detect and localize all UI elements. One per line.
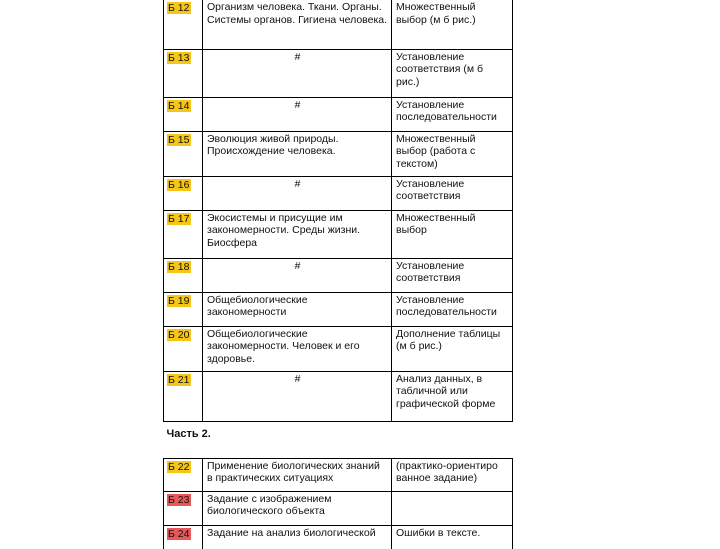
task-type: (практико-ориентиро ванное задание) <box>392 458 513 491</box>
task-code-cell <box>164 210 203 258</box>
table-row <box>164 525 513 549</box>
table-row <box>164 491 513 525</box>
task-type: Установление последовательности <box>392 97 513 131</box>
task-code-cell <box>164 292 203 326</box>
table-row <box>164 458 513 491</box>
task-code-cell <box>164 49 203 97</box>
table-row <box>164 0 513 49</box>
task-topic: Экосистемы и присущие им закономерности. Среды жизни. Биосфера <box>203 210 392 258</box>
task-code: Б 20 <box>168 328 190 341</box>
task-topic: Задание на анализ биологической <box>203 525 392 549</box>
task-type: Анализ данных, в табличной или графической форме <box>392 371 513 421</box>
task-code: Б 14 <box>168 99 190 112</box>
table-row <box>164 326 513 371</box>
task-topic: Применение биологических знаний в практических ситуациях <box>203 458 392 491</box>
table-row <box>164 258 513 292</box>
tasks-table <box>163 0 513 549</box>
task-type: Множественный выбор (м б рис.) <box>392 0 513 49</box>
section-heading: Часть 2. <box>164 421 513 458</box>
task-code: Б 18 <box>168 260 190 273</box>
task-topic: # <box>203 176 392 210</box>
task-code: Б 22 <box>168 460 190 473</box>
task-code: Б 15 <box>168 133 190 146</box>
task-code-cell <box>164 176 203 210</box>
task-topic: # <box>203 371 392 421</box>
table-row <box>164 131 513 176</box>
task-code-cell <box>164 326 203 371</box>
task-topic: Общебиологические закономерности. Человек и его здоровье. <box>203 326 392 371</box>
task-code-cell <box>164 491 203 525</box>
table-row <box>164 210 513 258</box>
task-type <box>392 491 513 525</box>
table-row <box>164 49 513 97</box>
task-code: Б 13 <box>168 51 190 64</box>
task-type: Установление соответствия <box>392 258 513 292</box>
task-code-cell <box>164 258 203 292</box>
task-code-cell <box>164 131 203 176</box>
task-code: Б 24 <box>168 527 190 540</box>
task-type: Множественный выбор <box>392 210 513 258</box>
task-topic: Общебиологические закономерности <box>203 292 392 326</box>
part1-rows <box>164 0 513 421</box>
section-row <box>164 421 513 458</box>
task-topic: # <box>203 258 392 292</box>
table-row <box>164 371 513 421</box>
task-type: Множественный выбор (работа с текстом) <box>392 131 513 176</box>
task-type: Установление соответствия <box>392 176 513 210</box>
task-code: Б 23 <box>168 493 190 506</box>
document-page <box>163 0 513 549</box>
task-topic: Задание с изображением биологического объекта <box>203 491 392 525</box>
table-row <box>164 97 513 131</box>
task-code: Б 16 <box>168 178 190 191</box>
task-code: Б 17 <box>168 212 190 225</box>
task-type: Установление соответствия (м б рис.) <box>392 49 513 97</box>
task-code-cell <box>164 525 203 549</box>
task-type: Установление последовательности <box>392 292 513 326</box>
task-code-cell <box>164 371 203 421</box>
task-topic: # <box>203 97 392 131</box>
task-code: Б 19 <box>168 294 190 307</box>
task-code-cell <box>164 458 203 491</box>
part2-rows <box>164 458 513 549</box>
table-row <box>164 176 513 210</box>
task-topic: # <box>203 49 392 97</box>
task-code: Б 12 <box>168 2 190 14</box>
task-code-cell <box>164 97 203 131</box>
task-topic: Организм человека. Ткани. Органы. Системы органов. Гигиена человека. <box>203 0 392 49</box>
task-type: Ошибки в тексте. <box>392 525 513 549</box>
table-row <box>164 292 513 326</box>
task-code-cell <box>164 0 203 49</box>
task-type: Дополнение таблицы (м б рис.) <box>392 326 513 371</box>
task-topic: Эволюция живой природы. Происхождение человека. <box>203 131 392 176</box>
task-code: Б 21 <box>168 373 190 386</box>
